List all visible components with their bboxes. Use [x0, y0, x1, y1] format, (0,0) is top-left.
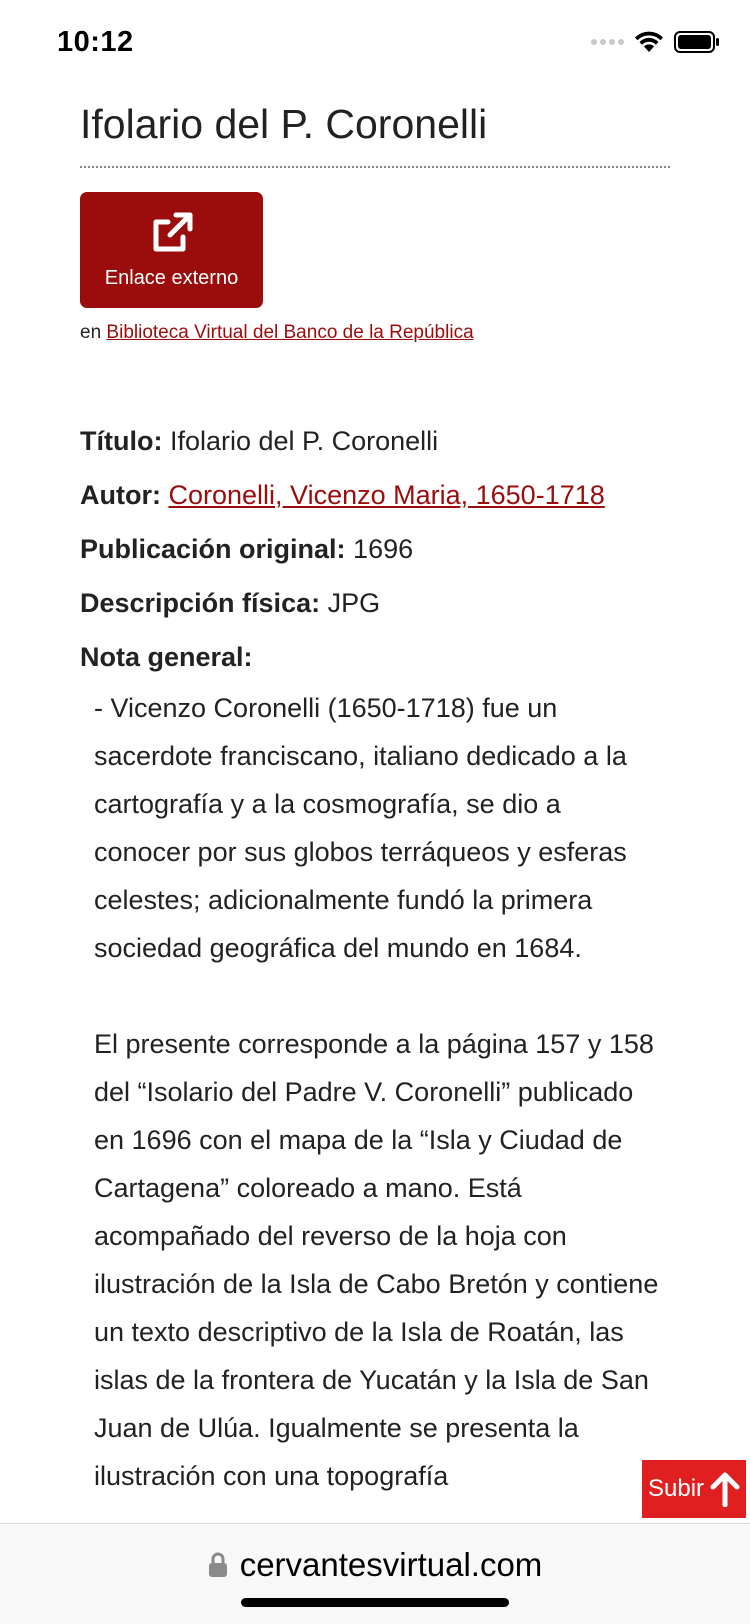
metadata-row-publicacion — [80, 522, 670, 576]
wifi-icon — [634, 30, 664, 54]
external-link-icon — [150, 211, 194, 255]
scroll-top-label: Subir — [647, 1475, 705, 1502]
titulo-label: Título: — [80, 426, 163, 456]
status-time: 10:12 — [57, 26, 134, 58]
autor-link[interactable]: Coronelli, Vicenzo Maria, 1650-1718 — [168, 480, 605, 510]
titulo-value: Ifolario del P. Coronelli — [169, 426, 439, 456]
page-title: Ifolario del P. Coronelli — [80, 101, 488, 147]
battery-icon — [674, 30, 720, 54]
note-paragraph-2: El presente corresponde a la página 157 y 158 del “Isolario del Padre V. Coronelli” publicado en 1696 con el mapa de la “Isla y Ciudad de Cartagena” coloreado a mano. Está acompañado del reverso de la hoja con ilustración de la Isla de Cabo Bretón y contiene un texto descriptivo de la Isla de Roatán, las islas de la frontera de Yucatán y la Isla de San Juan de Ulúa. Igualmente se presenta la ilustración con una topografía — [94, 1029, 659, 1491]
metadata-row-nota — [80, 630, 670, 684]
metadata-list — [80, 414, 670, 684]
source-library-link[interactable]: Biblioteca Virtual del Banco de la República — [106, 322, 474, 343]
metadata-row-autor — [80, 468, 670, 522]
note-spacer — [94, 972, 660, 1020]
arrow-up-icon — [710, 1471, 740, 1507]
home-indicator[interactable] — [241, 1598, 509, 1607]
browser-bottom-bar — [0, 1523, 750, 1624]
address-bar[interactable] — [0, 1546, 750, 1584]
record-page — [80, 88, 670, 1500]
url-text: cervantesvirtual.com — [239, 1546, 543, 1583]
cellular-signal-icon — [591, 39, 624, 45]
publicacion-value: 1696 — [353, 534, 414, 564]
title-divider — [80, 166, 670, 168]
scroll-top-button[interactable] — [642, 1460, 746, 1518]
source-prefix: en — [80, 322, 102, 343]
external-link-button[interactable] — [80, 192, 263, 308]
external-link-label: Enlace externo — [104, 266, 239, 289]
metadata-row-descripcion — [80, 576, 670, 630]
status-icons — [591, 30, 720, 54]
nota-label: Nota general: — [80, 642, 253, 672]
descripcion-label: Descripción física: — [80, 588, 321, 618]
metadata-row-titulo — [80, 414, 670, 468]
note-paragraph-1: - Vicenzo Coronelli (1650-1718) fue un sacerdote franciscano, italiano dedicado a la cartografía y a la cosmografía, se dio a conocer por sus globos terráqueos y esferas celestes; adicionalmente fundó la primera sociedad geográfica del mundo en 1684. — [94, 693, 627, 963]
general-note — [80, 684, 660, 1500]
autor-label: Autor: — [80, 480, 161, 510]
source-line — [80, 322, 670, 344]
publicacion-label: Publicación original: — [80, 534, 346, 564]
status-bar — [0, 0, 750, 88]
descripcion-value: JPG — [327, 588, 381, 618]
lock-icon — [208, 1552, 228, 1578]
